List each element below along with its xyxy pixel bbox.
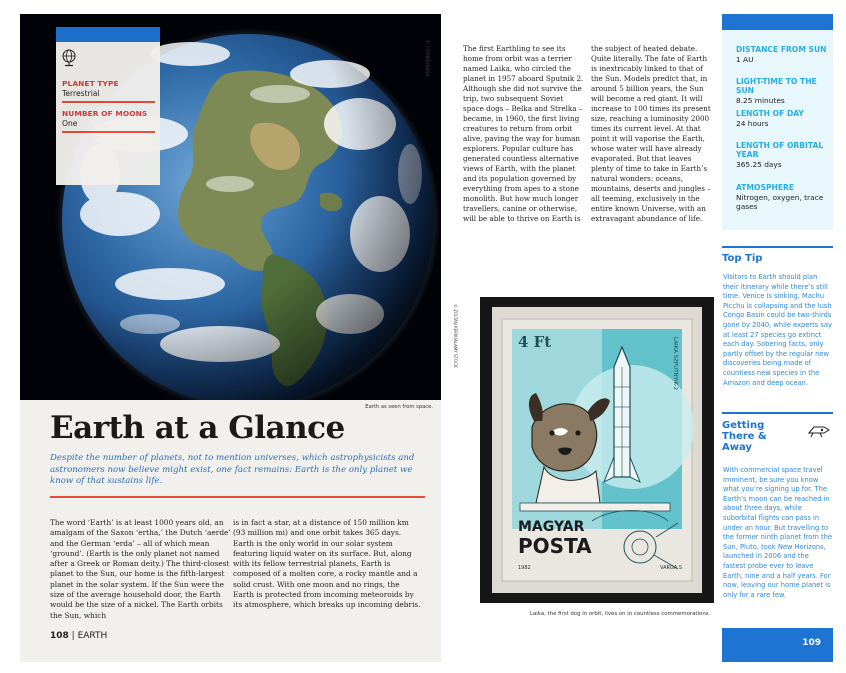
stat-distance-from-sun — [736, 45, 831, 64]
stat-value: Nitrogen, oxygen, trace gases — [736, 193, 824, 212]
top-tip-rule — [722, 246, 833, 248]
intro-paragraph: Despite the number of planets, not to mention universes, which astrophysicists and astronomers now believe might exist, one fact remains: Earth is the only planet we know of that sustains life. — [50, 453, 415, 487]
left-page — [20, 14, 441, 662]
body-column-2: is in fact a star, at a distance of 150 million km (93 million mi) and one orbit takes 365 days. Earth is the only world in our solar system featuring liquid water on its surface. But, along with its fellow terrestrial planets, Earth is composed of a molten core, a rocky mantle and a solid crust. With one moon and no rings, the Earth is protected from incoming meteoroids by its atmosphere, which breaks up incoming debris. — [233, 518, 421, 610]
fact-number-of-moons — [62, 109, 155, 133]
page-number: 109 — [802, 638, 821, 648]
stat-value: 8.25 minutes — [736, 96, 785, 105]
stat-length-of-day — [736, 109, 831, 128]
laika-stamp — [492, 307, 702, 593]
stamp-photo — [480, 297, 714, 603]
getting-there-text: With commercial space travel imminent, be sure you know what you’re signing up for. The Earth’s moon can be reached in about three days, while suborbital flights can pass in under an hour. But travelling to the former ninth planet from the Sun, Pluto, took New Horizons, launched in 2006 and the fastest probe ever to leave Earth, nine and a half years. For now, leaving our home planet is only for a rare few. — [723, 466, 832, 599]
stat-label: ATMOSPHERE — [736, 183, 795, 192]
fact-label: NUMBER OF MOONS — [62, 109, 148, 118]
top-tip-text: Visitors to Earth should plan their itinerary while there’s still time. Venice is sinking, Machu Picchu is collapsing and the lush Congo Basin could be two-thirds gone by 2040, while experts say at least 27 species go extinct each day. Sobering facts, only partly offset by the regular new discoveries being made of countless new species in the Amazon and deep ocean. — [723, 273, 832, 387]
stat-label: LIGHT-TIME TO THE SUN — [736, 77, 817, 95]
fact-divider — [62, 131, 155, 133]
stats-header-bar — [722, 14, 833, 30]
stat-label: DISTANCE FROM SUN — [736, 45, 827, 54]
stat-value: 24 hours — [736, 119, 769, 128]
stat-atmosphere — [736, 183, 831, 212]
getting-there-box — [722, 412, 833, 600]
stat-value: 1 AU — [736, 55, 754, 64]
stamp-side-text: LAIKA SZPUTNYIK-2 — [672, 337, 678, 391]
getting-there-heading: Getting There & Away — [722, 420, 767, 453]
stamp-year: 1982 — [518, 565, 531, 571]
top-tip-heading: Top Tip — [722, 253, 763, 264]
fact-label: PLANET TYPE — [62, 79, 119, 88]
stat-label: LENGTH OF ORBITAL YEAR — [736, 141, 824, 159]
right-page — [453, 14, 833, 662]
globe-icon — [61, 49, 77, 67]
fact-value: One — [62, 119, 78, 128]
fact-divider — [62, 101, 155, 103]
fact-value: Terrestrial — [62, 89, 100, 98]
folio-right — [722, 628, 833, 662]
top-tip-box — [722, 246, 833, 388]
stamp-country-line1: MAGYAR — [518, 519, 585, 535]
intro-divider — [50, 496, 425, 498]
stat-orbital-year — [736, 141, 831, 169]
stat-value: 365.25 days — [736, 160, 782, 169]
spaceship-icon — [808, 424, 830, 438]
planet-facts-box — [56, 27, 160, 185]
getting-there-rule — [722, 412, 833, 414]
photo-caption: Earth as seen from space. — [365, 404, 433, 410]
stamp-caption: Laika, the first dog in orbit, lives on in countless commemorations. — [530, 611, 711, 617]
stamp-value: 4 Ft — [518, 333, 552, 351]
stamp-illustration — [492, 307, 702, 593]
stamp-country-line2: POSTA — [518, 534, 592, 558]
stat-light-time — [736, 77, 831, 105]
body-column-2: the subject of heated debate. Quite literally. The fate of Earth is inextricably linked to that of the Sun. Models predict that, in around 5 billion years, the Sun will become a red giant. It will increase to 100 times its present size, reaching a luminosity 2000 times its current level. At that point it will vaporise the Earth, whose water will have already evaporated. But that leaves plenty of time to take in Earth’s natural wonders: oceans, mountains, deserts and jungles – all teeming, exclusively in the entire known Universe, with an extravagant abundance of life. — [591, 44, 711, 223]
photo-credit: © CORBIS/NASA — [425, 40, 430, 77]
stamp-designer: VARGA S — [660, 565, 683, 571]
body-column-1: The first Earthling to see its home from orbit was a terrier named Laika, who circled the planet in 1957 aboard Sputnik 2. Although she did not survive the trip, two subsequent Soviet space dogs – Belka and Strelka – became, in 1960, the first living creatures to return from orbit alive, paving the way for human explorers. Popular culture has generated countless alternative views of Earth, with the planet and its population governed by everything from apes to a stone monolith. But how much longer travellers, canine or otherwise, will be able to thrive on Earth is — [463, 44, 584, 223]
body-column-1: The word ‘Earth’ is at least 1000 years old, an amalgam of the Saxon ‘ertha,’ the Dutch ‘aerde’ and the German ‘erda’ – all of which mean ‘ground’. (Earth is the only planet not named after a Greek or Roman deity.) The third-closest planet to the Sun, our home is the fifth-largest planet in the solar system. If the Sun were the size of the average household door, the Earth would be the size of a nickel. The Earth orbits the Sun, which — [50, 518, 231, 620]
fact-planet-type — [62, 79, 155, 103]
stamp-credit: © ZOLTAN KERIK/ALAMY STOCK — [453, 304, 458, 368]
facts-header-bar — [56, 27, 160, 42]
page-number: 108 — [50, 631, 69, 641]
folio-left: 108 | EARTH — [50, 631, 108, 641]
section-name: EARTH — [77, 631, 108, 641]
page-title: Earth at a Glance — [50, 410, 345, 446]
stats-sidebar — [722, 14, 833, 230]
stat-label: LENGTH OF DAY — [736, 109, 804, 118]
